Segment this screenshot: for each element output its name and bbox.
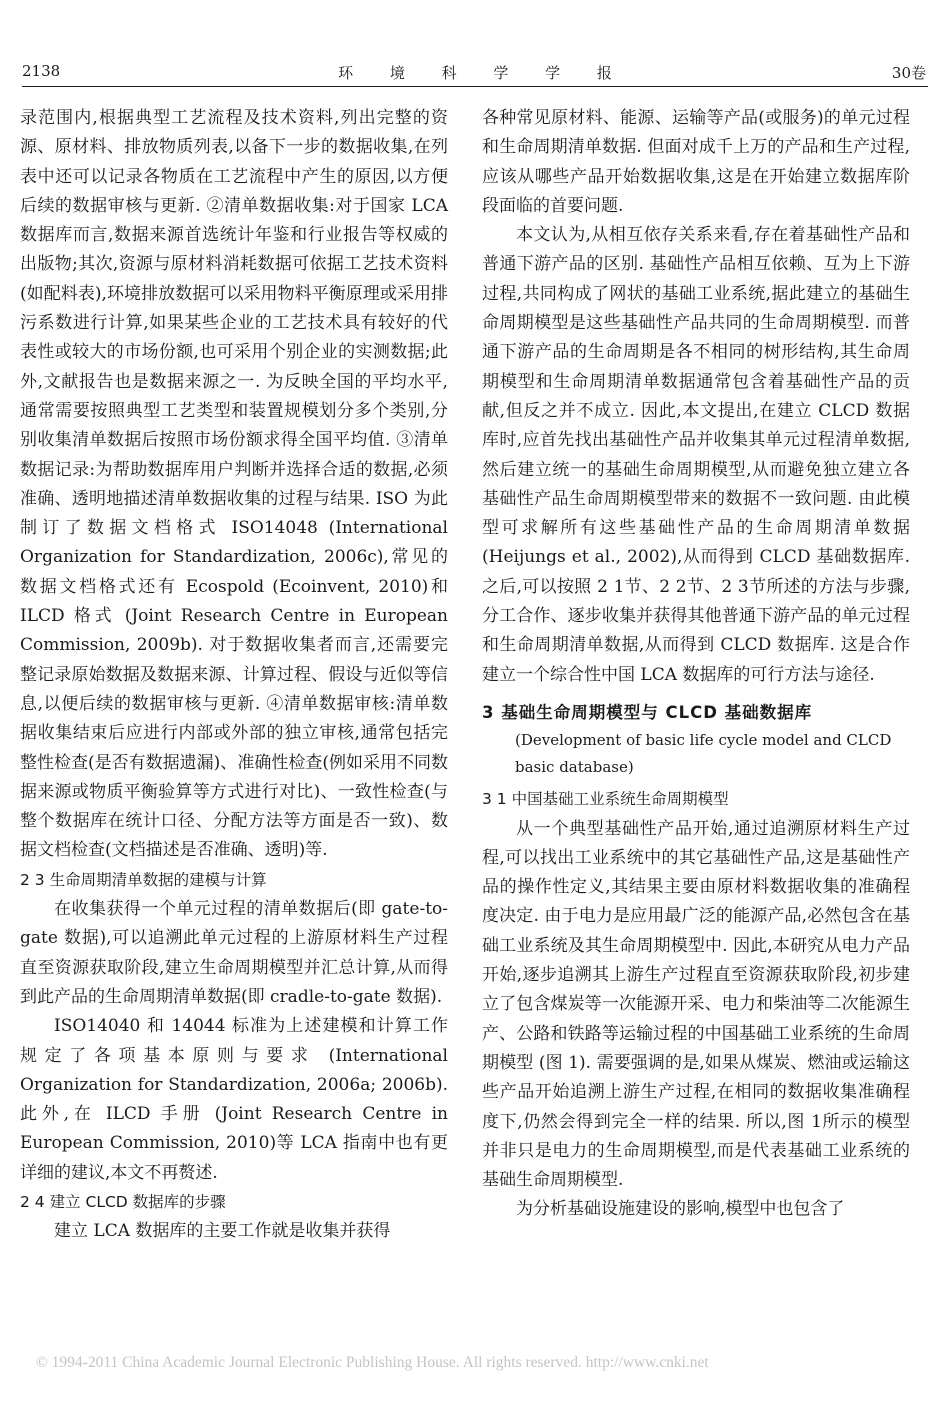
paragraph: ISO14040 和 14044 标准为上述建模和计算工作规定了各项基本原则与要求 (International Organization for Standardization, 2006a; 2006b). 此外,在 ILCD 手册 (Joint Research Centre in European Commission, 2010)等 LCA 指南中也有更详细的建议,本文不再赘述.	[20, 1016, 448, 1183]
right-column	[482, 104, 910, 1225]
section-heading-3-1: 3 1 中国基础工业系统生命周期模型	[482, 790, 729, 809]
paragraph: 在收集获得一个单元过程的清单数据后(即 gate-to-gate 数据),可以追溯此单元过程的上游原材料生产过程直至资源获取阶段,建立生命周期模型并汇总计算,从而得到此产品的生命周期清单数据(即 cradle-to-gate 数据).	[20, 899, 448, 1007]
paragraph: 录范围内,根据典型工艺流程及技术资料,列出完整的资源、原材料、排放物质列表,以备下一步的数据收集,在列表中还可以记录各物质在工艺流程中产生的原因,以方便后续的数据审核与更新. ②清单数据收集:对于国家 LCA 数据库而言,数据来源首选统计年鉴和行业报告等权威的出版物;其次,资源与原材料消耗数据可依据工艺技术资料(如配料表),环境排放数据可以采用物料平衡原理或采用排污系数进行计算,如果某些企业的工艺技术具有较好的代表性或较大的市场份额,也可采用个别企业的实测数据;此外,文献报告也是数据来源之一. 为反映全国的平均水平,通常需要按照典型工艺类型和装置规模划分多个类别,分别收集清单数据后按照市场份额求得全国平均值. ③清单数据记录:为帮助数据库用户判断并选择合适的数据,必须准确、透明地描述清单数据收集的过程与结果. ISO 为此制订了数据文档格式 ISO14048 (International Organization for Standardization, 2006c),常见的数据文档格式还有 Ecospold (Ecoinvent, 2010)和 ILCD 格式 (Joint Research Centre in European Commission, 2009b). 对于数据收集者而言,还需要完整记录原始数据及数据来源、计算过程、假设与近似等信息,以便后续的数据审核与更新. ④清单数据审核:清单数据收集结束后应进行内部或外部的独立审核,通常包括完整性检查(是否有数据遗漏)、准确性检查(例如采用不同数据来源或物质平衡验算等方式进行对比)、一致性检查(与整个数据库在统计口径、分配方法等方面是否一致)、数据文档检查(文档描述是否准确、透明)等.	[20, 108, 448, 861]
volume-label: 30卷	[891, 64, 926, 82]
paragraph: 从一个典型基础性产品开始,通过追溯原材料生产过程,可以找出工业系统中的其它基础性产品,这是基础性产品的操作性定义,其结果主要由原材料数据收集的准确程度决定. 由于电力是应用最广泛的能源产品,必然包含在基础工业系统及其生命周期模型中. 因此,本研究从电力产品开始,逐步追溯其上游生产过程直至资源获取阶段,初步建立了包含煤炭等一次能源开采、电力和柴油等二次能源生产、公路和铁路等运输过程的中国基础工业系统的生命周期模型 (图 1). 需要强调的是,如果从煤炭、燃油或运输这些产品开始追溯上游生产过程,在相同的数据收集准确程度下,仍然会得到完全一样的结果. 所以,图 1所示的模型并非只是电力的生命周期模型,而是代表基础工业系统的基础生命周期模型.	[482, 818, 910, 1191]
paragraph: 本文认为,从相互依存关系来看,存在着基础性产品和普通下游产品的区别. 基础性产品相互依赖、互为上下游过程,共同构成了网状的基础工业系统,据此建立的基础生命周期模型是这些基础性产品共同的生命周期模型. 而普通下游产品的生命周期是各不相同的树形结构,其生命周期模型和生命周期清单数据通常包含着基础性产品的贡献,但反之并不成立. 因此,本文提出,在建立 CLCD 数据库时,应首先找出基础性产品并收集其单元过程清单数据,然后建立统一的基础生命周期模型,从而避免独立建立各基础性产品生命周期模型带来的数据不一致问题. 由此模型可求解所有这些基础性产品的生命周期清单数据 (Heijungs et al., 2002),从而得到 CLCD 基础数据库. 之后,可以按照 2 1节、2 2节、2 3节所述的方法与步骤,分工合作、逐步收集并获得其他普通下游产品的单元过程和生命周期清单数据,从而得到 CLCD 数据库. 这是合作建立一个综合性中国 LCA 数据库的可行方法与途径.	[482, 225, 910, 685]
section-heading-2-3: 2 3 生命周期清单数据的建模与计算	[20, 870, 267, 889]
page-header	[22, 60, 928, 87]
copyright-watermark: © 1994-2011 China Academic Journal Electronic Publishing House. All rights reserved. http://www.cnki.net	[36, 1354, 709, 1371]
paragraph: 各种常见原材料、能源、运输等产品(或服务)的单元过程和生命周期清单数据. 但面对成千上万的产品和生产过程,应该从哪些产品开始数据收集,这是在开始建立数据库阶段面临的首要问题.	[482, 108, 910, 216]
left-column	[20, 104, 448, 1247]
section-heading-2-4: 2 4 建立 CLCD 数据库的步骤	[20, 1192, 226, 1211]
journal-title: 环 境 科 学 学 报	[338, 64, 628, 82]
page-number: 2138	[22, 62, 61, 80]
paragraph: 建立 LCA 数据库的主要工作就是收集并获得	[54, 1221, 391, 1242]
paragraph: 为分析基础设施建设的影响,模型中也包含了	[516, 1199, 845, 1220]
section-heading-3-english: (Development of basic life cycle model and CLCD basic database)	[515, 731, 892, 777]
section-heading-3: 3 基础生命周期模型与 CLCD 基础数据库	[482, 702, 813, 722]
